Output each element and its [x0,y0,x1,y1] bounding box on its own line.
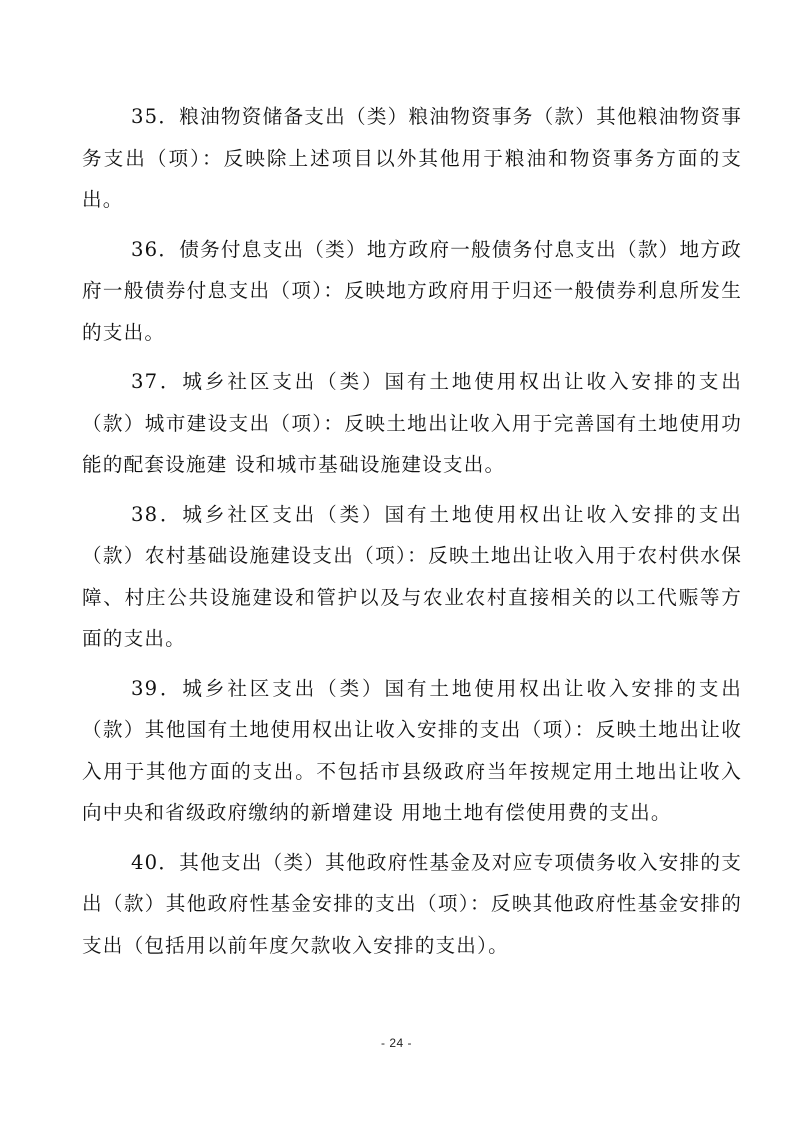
paragraph-39: 39．城乡社区支出（类）国有土地使用权出让收入安排的支出（款）其他国有土地使用权出让收入安排的支出（项）：反映土地出让收入用于其他方面的支出。不包括市县级政府当年按规定用土地出让收入向中央和省级政府缴纳的新增建设 用地土地有偿使用费的支出。 [82,676,742,824]
document-body [82,96,742,974]
paragraph-37: 37．城乡社区支出（类）国有土地使用权出让收入安排的支出（款）城市建设支出（项）：反映土地出让收入用于完善国有土地使用功能的配套设施建 设和城市基础设施建设支出。 [82,370,742,476]
paragraph-40: 40．其他支出（类）其他政府性基金及对应专项债务收入安排的支出（款）其他政府性基金安排的支出（项）：反映其他政府性基金安排的支出（包括用以前年度欠款收入安排的支出）。 [82,850,742,957]
page-number: - 24 - [380,1036,412,1050]
paragraph-36: 36．债务付息支出（类）地方政府一般债务付息支出（款）地方政府一般债券付息支出（项）：反映地方政府用于归还一般债券利息所发生的支出。 [82,237,742,344]
paragraph-38: 38．城乡社区支出（类）国有土地使用权出让收入安排的支出（款）农村基础设施建设支出（项）：反映土地出让收入用于农村供水保障、村庄公共设施建设和管护以及与农业农村直接相关的以工代赈等方面的支出。 [82,502,742,650]
paragraph-35: 35．粮油物资储备支出（类）粮油物资事务（款）其他粮油物资事务支出（项）：反映除上述项目以外其他用于粮油和物资事务方面的支出。 [82,105,742,211]
